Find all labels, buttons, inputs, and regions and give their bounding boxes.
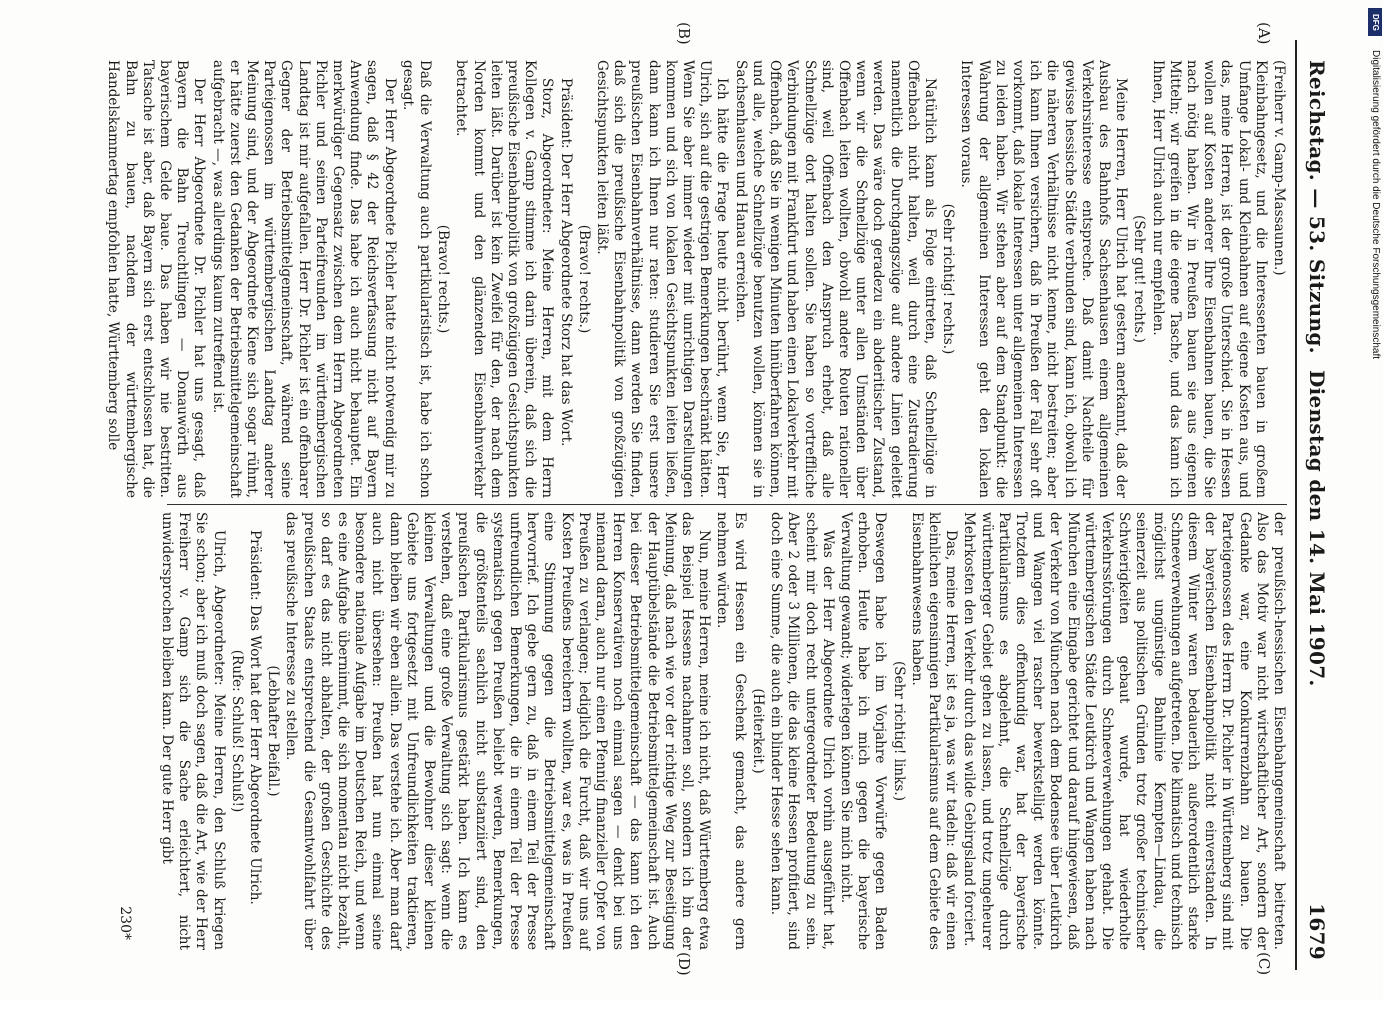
paragraph: (Heiterkeit.): [749, 688, 766, 774]
margin-marker-a: (A): [1255, 22, 1273, 45]
paragraph: (Sehr richtig! rechts.): [940, 203, 957, 355]
paragraph: Präsident: Der Herr Abgeordnete Storz hat das Wort.: [557, 78, 574, 447]
paragraph: der preußisch-hessischen Eisenbahngemeinschaft beitreten. Also das Motiv war nicht wirtschaftlicher Art, sondern der Gedanke war, eine Konkurrenzbahn zu bauen. Die Parteigenossen des Herrn Dr. Pichler in Württemberg sind mit der bayerischen Eisenbahnpolitik nicht einverstanden. In diesem Winter waren bedauerlich außerordentlich starke Schneeverwehungen aufgetreten. Die klimatisch und technisch möglichst ungünstige Bahnlinie Kempten—Lindau, die seinerzeit aus politischen Gründen trotz großer technischer Schwierigkeiten gebaut wurde, hat wiederholte Verkehrsstörungen durch Schneeverwehungen gehabt. Die württembergischen Städte Leutkirch und Wangen haben nach München eine Eingabe gerichtet und darauf hingewiesen, daß der Verkehr von München nach dem Bodensee über Leutkirch und Wangen viel rascher bewerkstelligt werden könnte. Trotzdem dies offenkundig war, hat der bayerische Partikularismus es abgelehnt, die Schnellzüge durch württemberger Gebiet gehen zu lassen, und trotz ungeheurer Mehrkosten den Verkehr durch das wilde Gebirgsland forciert.: [961, 512, 1287, 950]
paragraph: Ich hätte die Frage heute nicht berührt, wenn Sie, Herr Ulrich, sich auf die gestrigen Bemerkungen beschränkt hätten. Wenn Sie aber immer wieder mit unrichtigen Darstellungen kommen und sich von lokalen Gesichtspunkten leiten ließen, dann kann ich Ihnen nur raten: studieren Sie erst unsere preußischen Eisenbahnverhältnisse, dann werden Sie finden, daß sich die preußische Eisenbahnpolitik von großzügigen Gesichtspunkten leiten läßt.: [594, 60, 731, 498]
sheet-number: 230*: [117, 906, 133, 940]
rotated-page-content: [43, 22, 1333, 976]
header-rule: [1295, 40, 1297, 970]
paragraph: Der Herr Abgeordnete Dr. Pichler hat uns gesagt, daß Bayern die Bahn Treuchtlingen — Donauwörth aus bayerischem Gelde baue. Das haben wir nie bestritten. Tatsache ist aber, daß Bayern sich erst entschlossen hat, die Bahn zu bauen, nachdem der württembergische Handelskammertag empfohlen hatte, Württemberg solle: [105, 60, 208, 498]
paragraph: Daß die Verwaltung auch partikularistisch ist, habe ich schon gesagt.: [399, 60, 434, 498]
paragraph: Kleinbahngesetz, und die Interessenten bauen in großem Umfange Lokal- und Kleinbahnen auf eigene Kosten aus, und das, meine Herren, ist der große Unterschied. Sie in Hessen wollen auf Kosten anderer Ihre Eisenbahnen bauen, die Sie nach nötig haben. Wir in Preußen bauen sie aus eigenen Mitteln; wir greifen in die eigene Tasche, und das kann ich Ihnen, Herr Ulrich auch nur empfehlen.: [1149, 60, 1269, 498]
paragraph: Das, meine Herren, ist es ja, was wir tadeln: daß wir einen kleinlichen eigensinnigen Partikularismus auf dem Gebiete des Eisenbahnwesens haben.: [908, 512, 960, 950]
paragraph: (Freiherr v. Gamp-Massaunen.): [1271, 60, 1287, 276]
paragraph: Der Herr Abgeordnete Pichler hatte nicht notwendig mir zu sagen, daß § 42 der Reichsverfassung nicht auf Bayern Anwendung finde. Das habe ich auch nicht behauptet. Ein merkwürdiger Gegensatz zwischen dem Herrn Abgeordneten Pichler und seinen Parteifreunden im württembergischen Landtag ist mir aufgefallen. Herr Dr. Pichler ist ein offenbarer Gegner der Betriebsmittelgemeinschaft, während seine Parteigenossen im württembergischen Landtag anderer Meinung sind, und der Abgeordnete Kiene sich sogar rühmt, er hätte zuerst den Gedanken der Betriebsmittelgemeinschaft aufgebracht —, was allerdings kaum zutreffend ist.: [209, 60, 398, 498]
paragraph: (Lebhafter Beifall.): [265, 665, 282, 797]
paragraph: Was der Herr Abgeordnete Ulrich vorhin ausgeführt hat, scheint mir doch recht untergeordneter Bedeutung zu sein. Aber 2 oder 3 Millionen, die das kleine Hessen profitiert, sind doch eine Summe, die auch ein blinder Hesse sehen kann.: [768, 512, 836, 950]
left-column: [105, 60, 1287, 498]
column-divider: [167, 504, 1287, 505]
paragraph: (Rufe: Schluß! Schluß!): [228, 649, 245, 813]
margin-marker-d: (D): [675, 952, 693, 976]
header-left: Reichstag. — 53. Sitzung.: [1305, 60, 1329, 354]
running-header: [1293, 40, 1333, 970]
margin-marker-c: (C): [1255, 952, 1273, 976]
paragraph: Nun, meine Herren, meine ich nicht, daß Württemberg etwa das Beispiel Hessens nachahmen soll, sondern ich bin der Meinung, daß nach wie vor der richtige Weg zur Beseitigung der Hauptübelstände die Betriebsmittelgemeinschaft ist. Auch bei dieser Betriebsmittelgemeinschaft — das kann ich den Herren Konservativen noch einmal sagen — denkt bei uns niemand daran, auch nur einen Pfennig finanzieller Opfer von Preußen zu verlangen; lediglich die Furcht, daß wir uns auf Kosten Preußens bereichern wollten, war es, was in Preußen eine Stimmung gegen die Betriebsmittelgemeinschaft hervorrief. Ich gebe gern zu, daß in einem Teil der Presse unfreundlichen Bemerkungen, die in einem Teil der Presse systematisch gegen Preußen beliebt werden, Bemerkungen, die größtenteils sachlich nicht substanziiert sind, den preußischen Partikularismus gestärkt haben. Ich kann es verstehen, daß eine große Verwaltung sich sagt: wenn die kleinen Verwaltungen und die Bewohner dieser kleinen Gebiete uns fortgesetzt mit Unfreundlichkeiten traktieren, dann bleiben wir eben allein. Das verstehe ich. Aber man darf auch nicht übersehen: Preußen hat nun einmal seine besondere nationale Aufgabe im Deutschen Reich, und wenn es eine Aufgabe übernimmt, die sich momentan nicht bezahlt, so darf es das nicht abhalten, der großen Geschichte des preußischen Staats entsprechend die Gesamtwohlfahrt über das preußische Interesse zu stellen.: [283, 512, 713, 950]
paragraph: Storz, Abgeordneter: Meine Herren, mit dem Herrn Kollegen v. Gamp stimme ich darin überein, daß sich die preußische Eisenbahnpolitik von großzügigen Gesichtspunkten leiten läßt. Darüber ist kein Zweifel für den, der nach dem Norden kommt und den glänzenden Eisenbahnverkehr betrachtet.: [453, 60, 556, 498]
digitization-credit: Digitalisierung gefördert durch die Deutsche Forschungsgemeinschaft: [1370, 50, 1381, 360]
paragraph: Meine Herren, Herr Ulrich hat gestern anerkannt, daß der Ausbau des Bahnhofs Sachsenhausen einem allgemeinen Verkehrsinteresse entspreche. Daß damit Nachteile für gewisse hessische Städte verbunden sind, kann ich, obwohl ich die näheren Verhältnisse nicht kenne, nicht bestreiten; aber ich kann Ihnen versichern, daß in Preußen der Fall sehr oft vorkommt, daß lokale Interessen unter allgemeinen Interessen zu leiden haben. Wir stehen aber auf dem Standpunkt: die Wahrung der allgemeinen Interessen geht den lokalen Interessen voraus.: [958, 60, 1130, 498]
paragraph: Natürlich kann als Folge eintreten, daß Schnellzüge in Offenbach nicht halten, weil durch eine Zustradierung namentlich die Durchgangszüge auf andere Linien geleitet werden. Das wäre doch geradezu ein abderitischer Zustand, wenn wir die Schnellzüge unter allen Umständen über Offenbach leiten wollten, obwohl andere Routen rationeller sind, weil Offenbach den Anspruch erhebt, daß alle Schnellzüge dort halten sollen. Sie haben so vortreffliche Verbindungen mit Frankfurt und haben einen Lokalverkehr mit Offenbach, daß Sie in wenigen Minuten hinüberfahren können, und alle, welche Schnellzüge benutzen wollen, können sie in Sachsenhausen und Hanau erreichen.: [732, 60, 938, 498]
digitization-sidebar: [1363, 10, 1383, 990]
paragraph: (Bravo! rechts.): [435, 224, 452, 334]
paragraph: Deswegen habe ich im Vorjahre Vorwürfe gegen Baden erhoben. Heute habe ich mich gegen die bayerische Verwaltung gewandt; widerlegen können Sie mich nicht.: [837, 512, 889, 950]
paragraph: Präsident: Das Wort hat der Herr Abgeordnete Ulrich.: [247, 530, 264, 905]
paragraph: Ulrich, Abgeordneter: Meine Herren, den Schluß kriegen Sie schon; aber ich muß doch sagen, daß die Art, wie der Herr Freiherr v. Gamp sich die Sache erleichtert, nicht unwidersprochen bleiben kann. Der gute Herr gibt: [159, 512, 227, 950]
paragraph: (Sehr gut! rechts.): [1131, 215, 1148, 343]
paragraph: (Bravo! rechts.): [575, 224, 592, 334]
page-number: 1679: [1305, 903, 1329, 960]
right-column: [127, 512, 1287, 950]
margin-marker-b: (B): [675, 22, 693, 45]
paragraph: (Sehr richtig! links.): [890, 660, 907, 802]
dfg-logo: DFG: [1368, 8, 1382, 36]
paragraph: Es wird Hessen ein Geschenk gemacht, das andere gern nehmen würden.: [714, 512, 748, 950]
header-date: Dienstag den 14. Mai 1907.: [1305, 370, 1329, 687]
